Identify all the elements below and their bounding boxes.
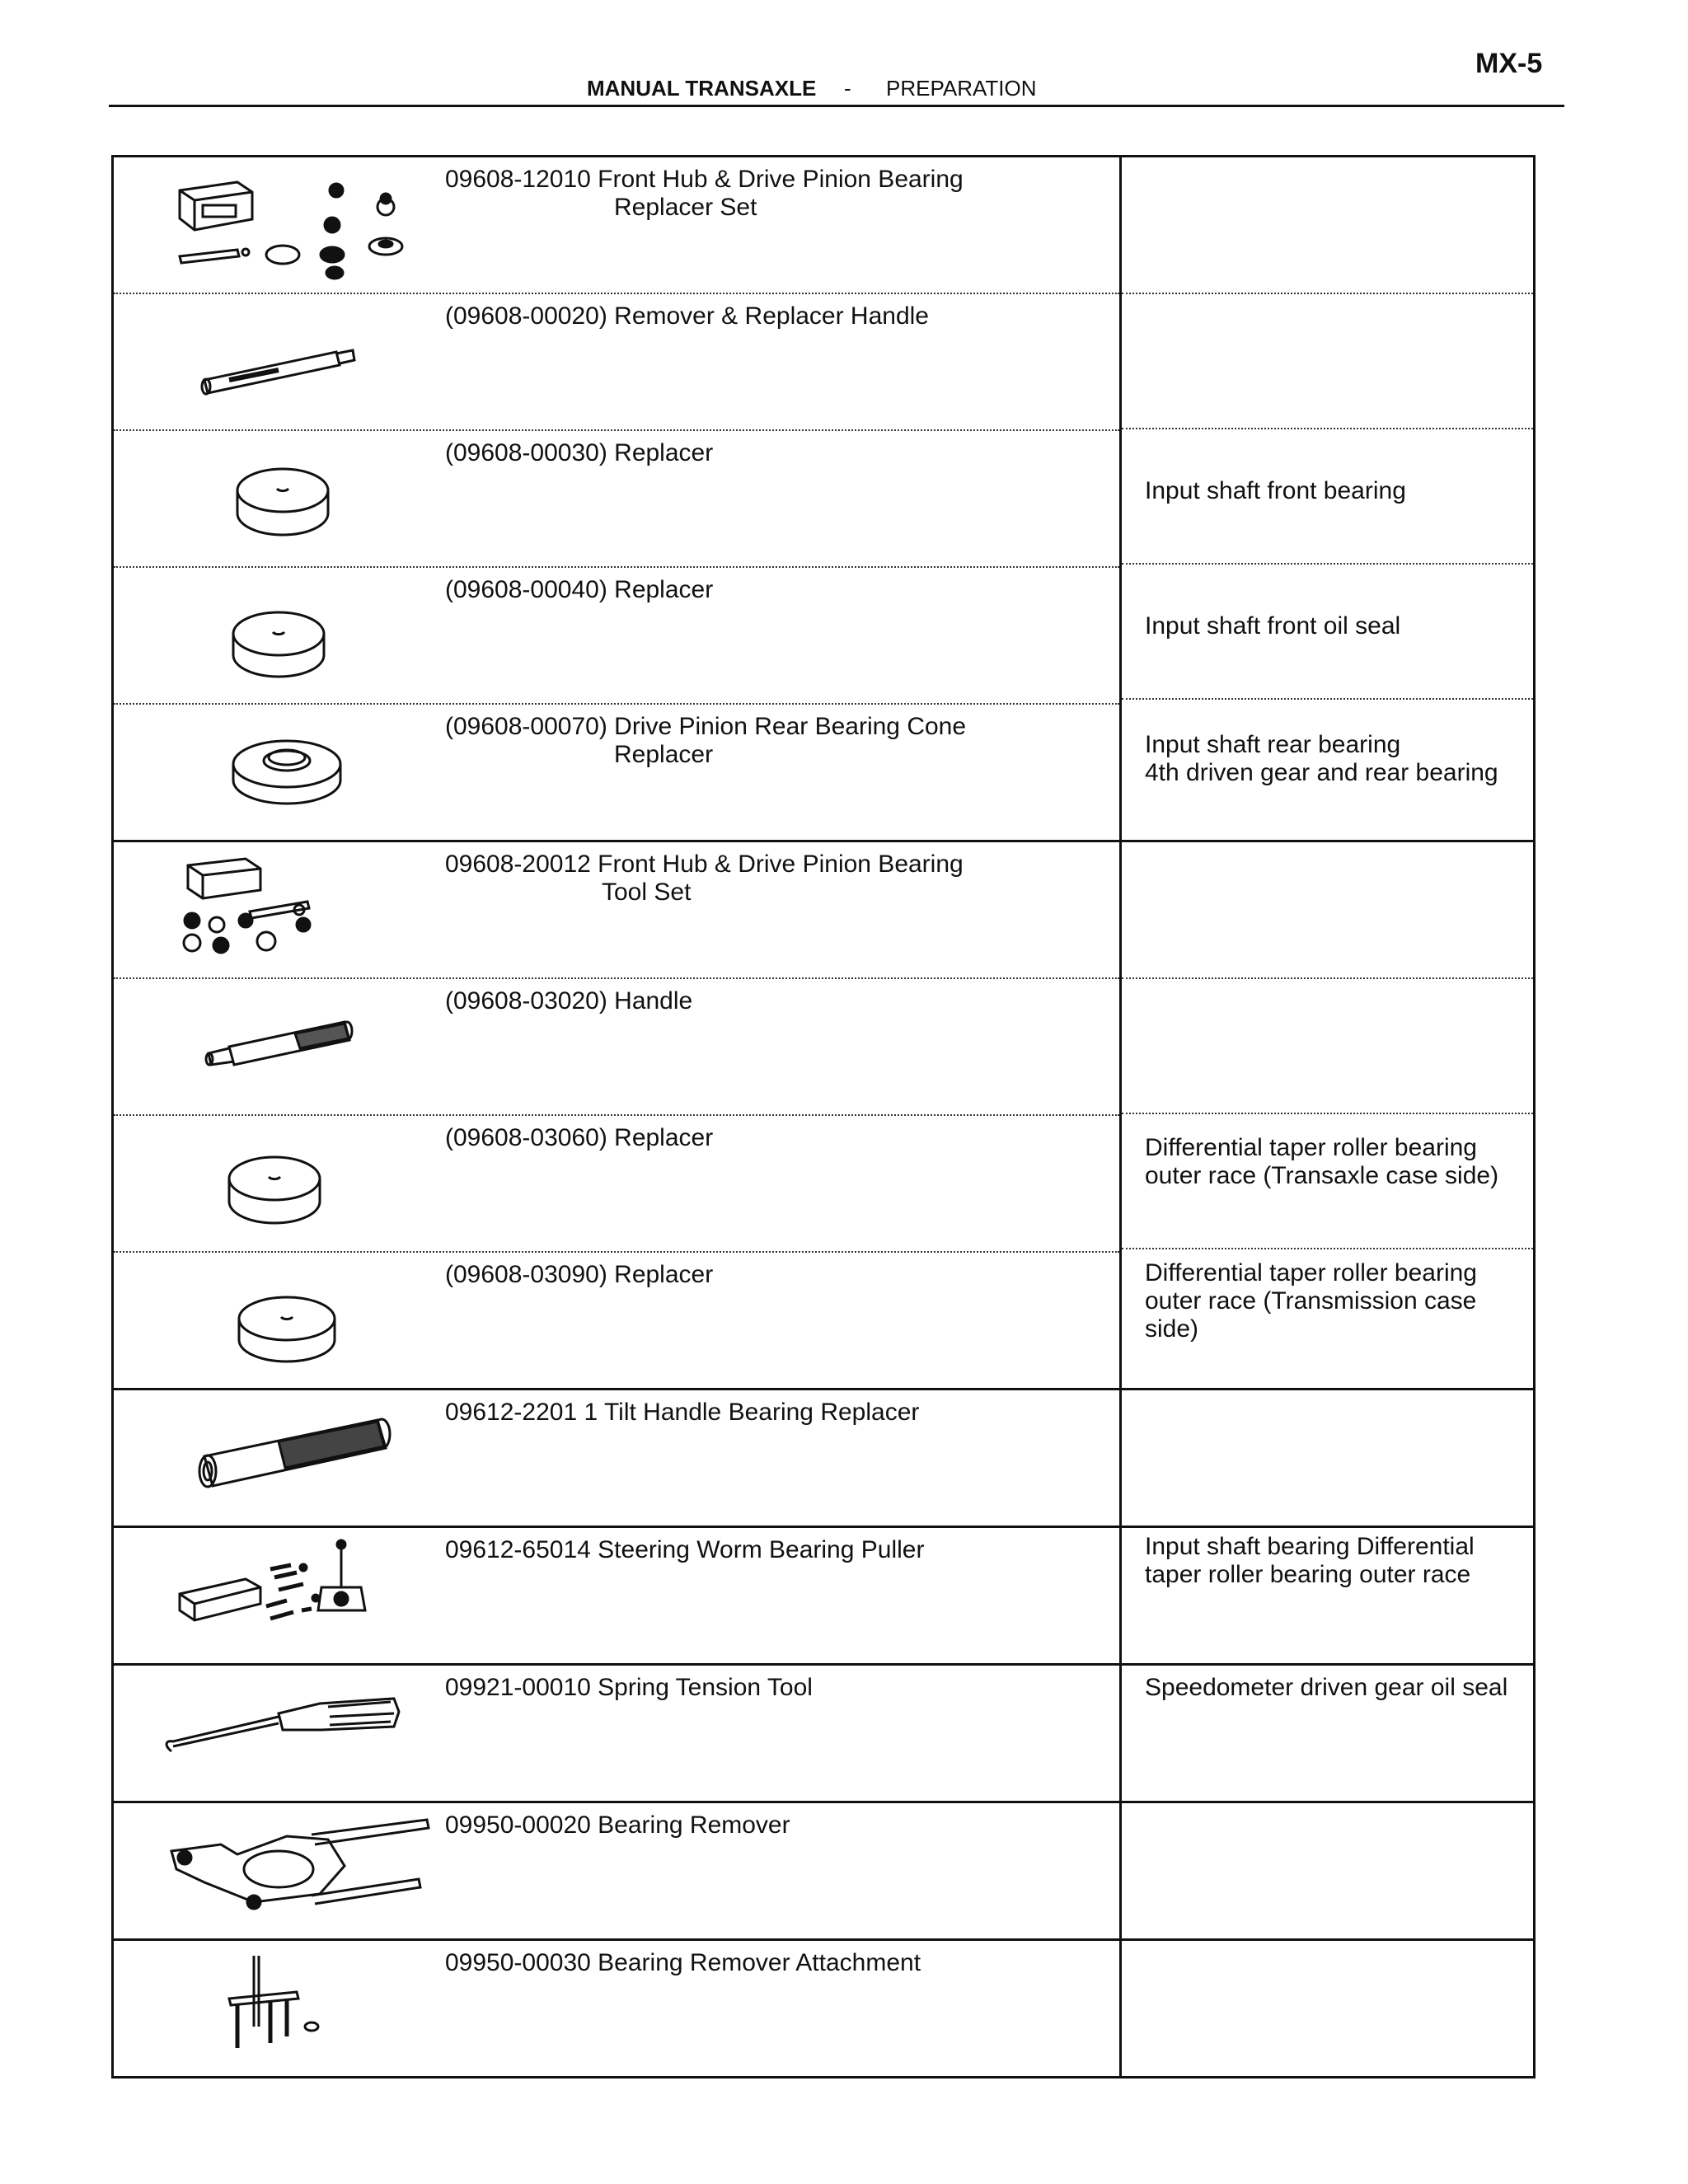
tool-name-continued: Replacer [614,741,714,768]
tool-part-number: 09608-12010 Front Hub & Drive Pinion Bearing [445,166,964,193]
table-row [114,429,1119,566]
use-cell: Input shaft front bearing [1122,428,1533,563]
use-line: Differential taper roller bearing [1145,1259,1477,1286]
sst-table [111,155,1536,2079]
use-cell [1122,1390,1533,1526]
replacer-disc-illustration [114,1116,437,1251]
tool-set-case-illustration [114,842,437,977]
table-row [114,703,1119,840]
use-cell [1122,842,1533,977]
use-cell [1122,1941,1533,2076]
table-row [114,1803,1119,1938]
spring-tension-tool-illustration [114,1666,437,1801]
table-row [114,977,1119,1114]
bearing-remover-illustration [114,1803,437,1938]
table-row [114,1941,1119,2076]
tool-name-continued: Replacer Set [614,194,757,221]
tool-part-number: 09608-20012 Front Hub & Drive Pinion Bearing [445,851,964,878]
use-cell [1122,293,1533,428]
tilt-handle-illustration [114,1390,437,1526]
tool-group [114,1388,1533,1526]
use-cell: Input shaft front oil seal [1122,563,1533,698]
use-line: 4th driven gear and rear bearing [1145,759,1498,786]
use-cell [1122,698,1533,833]
tool-part-number: (09608-00030) Replacer [445,439,714,466]
use-cell [1122,157,1533,293]
use-cell [1122,1528,1533,1663]
tool-description [437,705,1119,840]
tool-description [437,157,1119,293]
tool-part-number: (09608-03060) Replacer [445,1124,714,1151]
tool-description [437,842,1119,977]
replacer-disc-illustration [114,568,437,703]
page-number: MX-5 [1475,48,1543,79]
replacer-disc-illustration [114,1253,437,1388]
table-row [114,1528,1119,1663]
use-line: Differential taper roller bearing [1145,1134,1477,1161]
tool-part-number: 09950-00030 Bearing Remover Attachment [445,1949,921,1976]
tool-part-number: (09608-00070) Drive Pinion Rear Bearing Cone [445,713,967,740]
table-row [114,1114,1119,1251]
tool-part-number: (09608-00020) Remover & Replacer Handle [445,302,929,330]
use-line: taper roller bearing outer race [1145,1561,1471,1588]
section-title: MANUAL TRANSAXLE [587,76,817,101]
use-cell [1122,1113,1533,1248]
tool-group [114,840,1533,1388]
tool-part-number: (09608-03090) Replacer [445,1261,714,1288]
tool-part-number: 09921-00010 Spring Tension Tool [445,1674,813,1701]
table-row [114,1251,1119,1388]
handle-illustration [114,979,437,1114]
use-cell: Speedometer driven gear oil seal [1145,1674,1508,1701]
header-separator: - [844,76,851,101]
replacer-disc-illustration [114,431,437,566]
use-line: outer race (Transmission case [1145,1287,1477,1315]
use-line: Input shaft bearing Differential [1145,1533,1475,1560]
tool-group [114,1801,1533,1938]
tool-part-number: (09608-00040) Replacer [445,576,714,603]
use-line: Input shaft rear bearing [1145,731,1401,758]
use-cell [1122,1248,1533,1383]
tool-part-number: 09950-00020 Bearing Remover [445,1811,790,1839]
use-line: outer race (Transaxle case side) [1145,1162,1499,1189]
tool-group [114,1526,1533,1663]
tool-part-number: (09608-03020) Handle [445,987,693,1015]
puller-kit-illustration [114,1528,437,1663]
table-row [114,293,1119,429]
tool-set-case-illustration [114,157,437,293]
table-row [114,842,1119,977]
replacer-ring-illustration [114,705,437,840]
handle-illustration [114,294,437,429]
subsection-title: PREPARATION [886,76,1037,101]
tool-group [114,157,1533,840]
tool-group [114,1663,1533,1801]
tool-part-number: 09612-2201 1 Tilt Handle Bearing Replacer [445,1399,920,1426]
table-row [114,566,1119,703]
header-rule [109,105,1564,107]
tool-part-number: 09612-65014 Steering Worm Bearing Puller [445,1536,925,1563]
table-row [114,157,1119,293]
remover-attachment-illustration [114,1941,437,2076]
tool-name-continued: Tool Set [602,879,692,906]
table-row [114,1390,1119,1526]
use-cell [1122,1803,1533,1938]
table-row [114,1666,1119,1801]
tool-group [114,1938,1533,2076]
use-line: side) [1145,1315,1199,1343]
use-cell [1122,977,1533,1113]
